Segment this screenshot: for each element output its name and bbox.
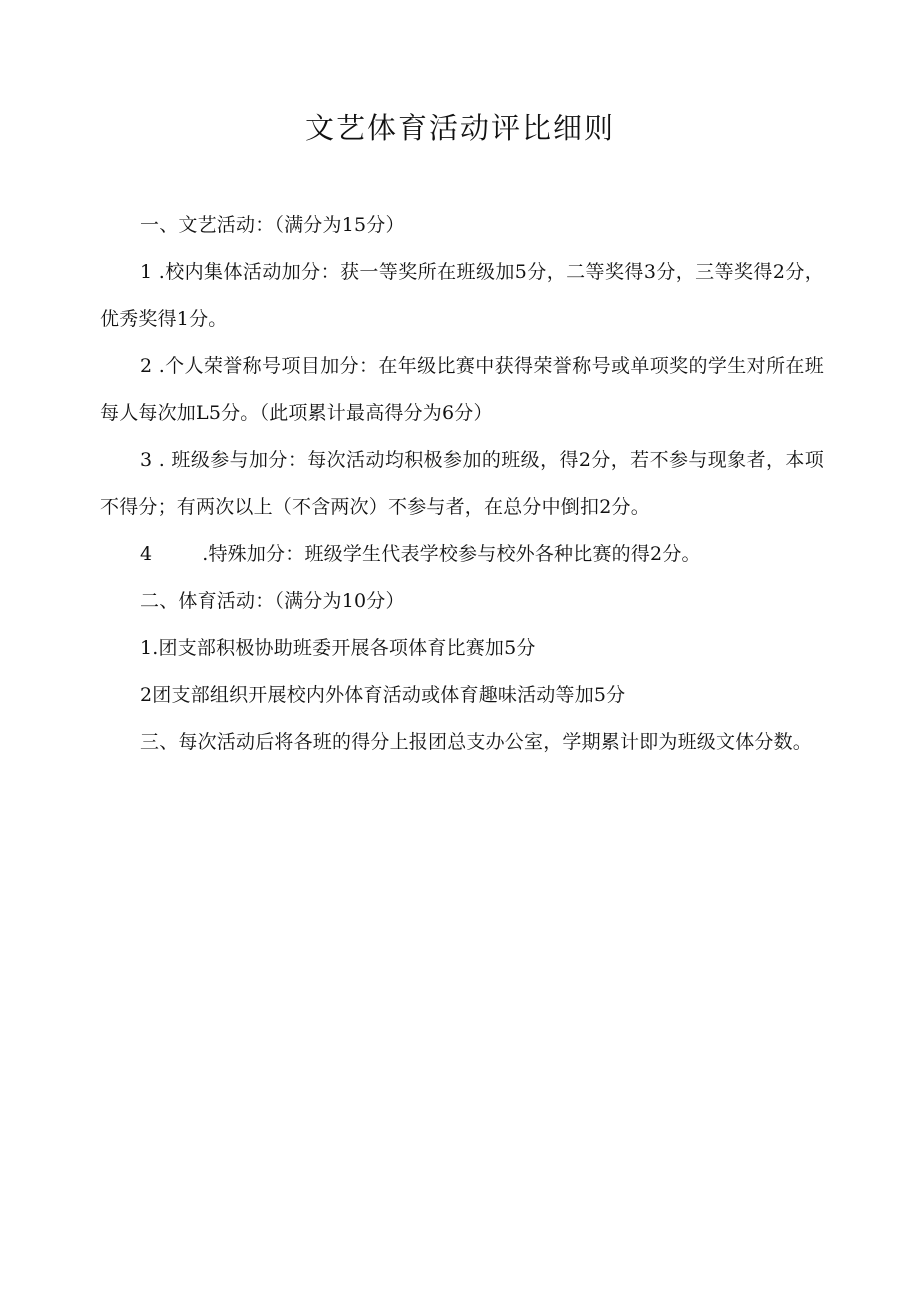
- rule-arts-3: 3 . 班级参与加分：每次活动均积极参加的班级，得2分，若不参与现象者，本项不得分；有两次以上（不含两次）不参与者，在总分中倒扣2分。: [100, 449, 824, 518]
- rule-sports-2: 2团支部组织开展校内外体育活动或体育趣味活动等加5分: [140, 684, 626, 706]
- rule-arts-1: 1 .校内集体活动加分：获一等奖所在班级加5分，二等奖得3分，三等奖得2分，优秀奖得1分。: [100, 261, 824, 330]
- document-body: [100, 202, 824, 766]
- rule-sports-1: 1.团支部积极协助班委开展各项体育比赛加5分: [140, 637, 536, 659]
- section-heading-sports: 二、体育活动：（满分为10分）: [140, 590, 405, 612]
- rule-arts-4: 4 .特殊加分：班级学生代表学校参与校外各种比赛的得2分。: [140, 543, 701, 565]
- section-reporting: 三、每次活动后将各班的得分上报团总支办公室，学期累计即为班级文体分数。: [140, 731, 813, 753]
- rule-arts-2: 2 .个人荣誉称号项目加分：在年级比赛中获得荣誉称号或单项奖的学生对所在班每人每次加L5分。（此项累计最高得分为6分）: [100, 355, 824, 424]
- document-title: 文艺体育活动评比细则: [304, 111, 615, 145]
- section-heading-arts: 一、文艺活动：（满分为15分）: [140, 214, 405, 236]
